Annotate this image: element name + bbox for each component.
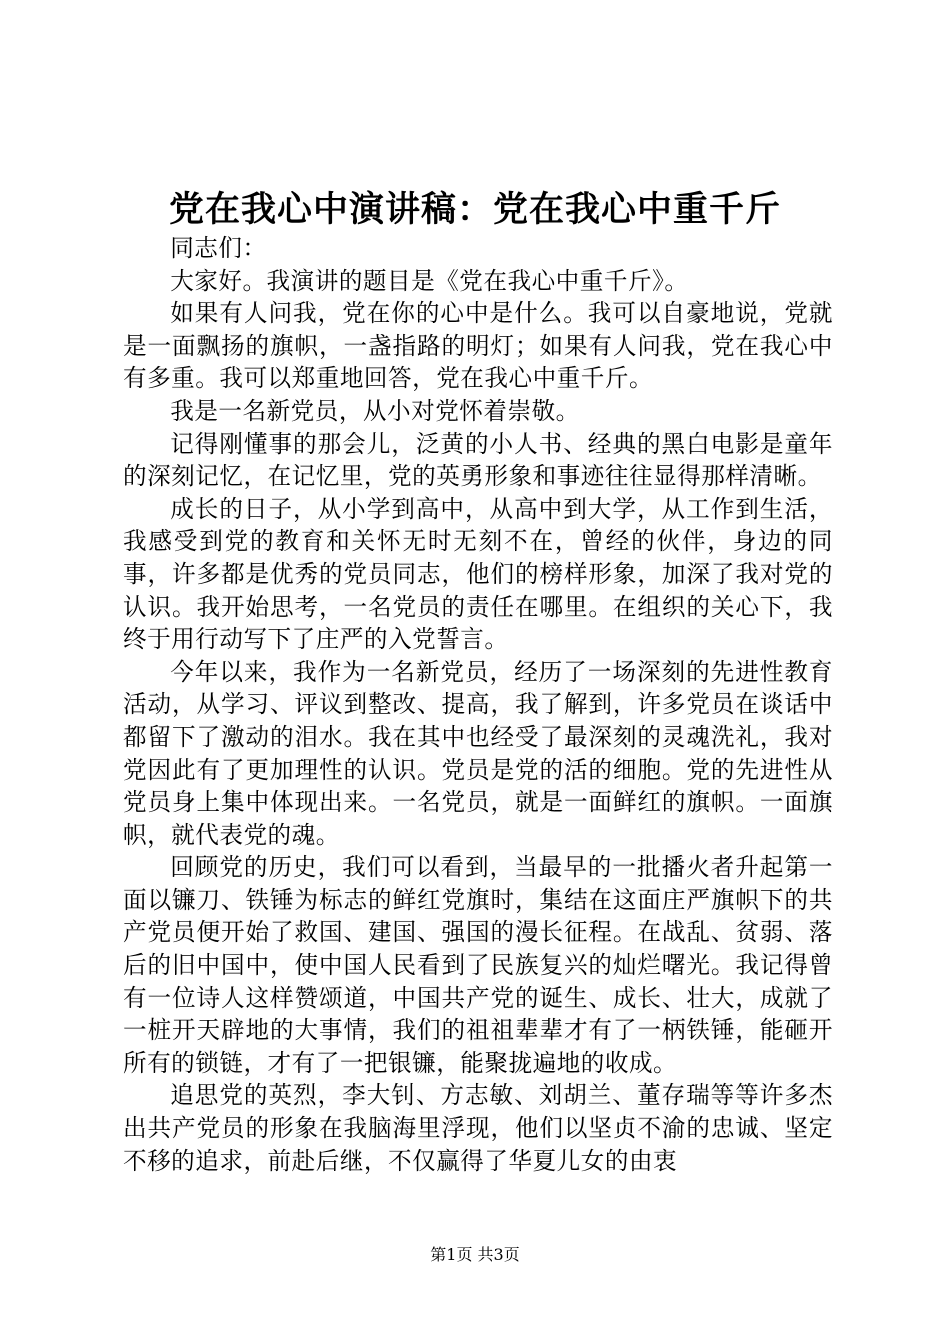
document-body bbox=[123, 232, 833, 1177]
salutation-paragraph: 同志们： bbox=[170, 234, 267, 262]
body-paragraph: 记得刚懂事的那会儿，泛黄的小人书、经典的黑白电影是童年的深刻记忆，在记忆里，党的英勇形象和事迹往往显得那样清晰。 bbox=[123, 429, 833, 491]
page-footer: 第1页 共3页 bbox=[430, 1245, 520, 1264]
document-title: 党在我心中演讲稿：党在我心中重千斤 bbox=[168, 189, 781, 230]
body-paragraph: 成长的日子，从小学到高中，从高中到大学，从工作到生活，我感受到党的教育和关怀无时无刻不在，曾经的伙伴，身边的同事，许多都是优秀的党员同志，他们的榜样形象，加深了我对党的认识。我开始思考，一名党员的责任在哪里。在组织的关心下，我终于用行动写下了庄严的入党誓言。 bbox=[123, 494, 833, 654]
body-paragraph: 如果有人问我，党在你的心中是什么。我可以自豪地说，党就是一面飘扬的旗帜，一盏指路的明灯；如果有人问我，党在我心中有多重。我可以郑重地回答，党在我心中重千斤。 bbox=[123, 299, 833, 393]
body-paragraph: 大家好。我演讲的题目是《党在我心中重千斤》。 bbox=[170, 266, 689, 295]
body-paragraph: 我是一名新党员，从小对党怀着崇敬。 bbox=[170, 396, 580, 425]
body-paragraph: 回顾党的历史，我们可以看到，当最早的一批播火者升起第一面以镰刀、铁锤为标志的鲜红党旗时，集结在这面庄严旗帜下的共产党员便开始了救国、建国、强国的漫长征程。在战乱、贫弱、落后的旧中国中，使中国人民看到了民族复兴的灿烂曙光。我记得曾有一位诗人这样赞颂道，中国共产党的诞生、成长、壮大，成就了一桩开天辟地的大事情，我们的祖祖辈辈才有了一柄铁锤，能砸开所有的锁链，才有了一把银镰，能聚拢遍地的收成。 bbox=[123, 853, 833, 1077]
body-paragraph: 追思党的英烈，李大钊、方志敏、刘胡兰、董存瑞等等许多杰出共产党员的形象在我脑海里浮现，他们以坚贞不渝的忠诚、坚定不移的追求，前赴后继，不仅赢得了华夏儿女的由衷 bbox=[123, 1081, 833, 1175]
body-paragraph: 今年以来，我作为一名新党员，经历了一场深刻的先进性教育活动，从学习、评议到整改、提高，我了解到，许多党员在谈话中都留下了激动的泪水。我在其中也经受了最深刻的灵魂洗礼，我对党因此有了更加理性的认识。党员是党的活的细胞。党的先进性从党员身上集中体现出来。一名党员，就是一面鲜红的旗帜。一面旗帜，就代表党的魂。 bbox=[123, 657, 833, 849]
